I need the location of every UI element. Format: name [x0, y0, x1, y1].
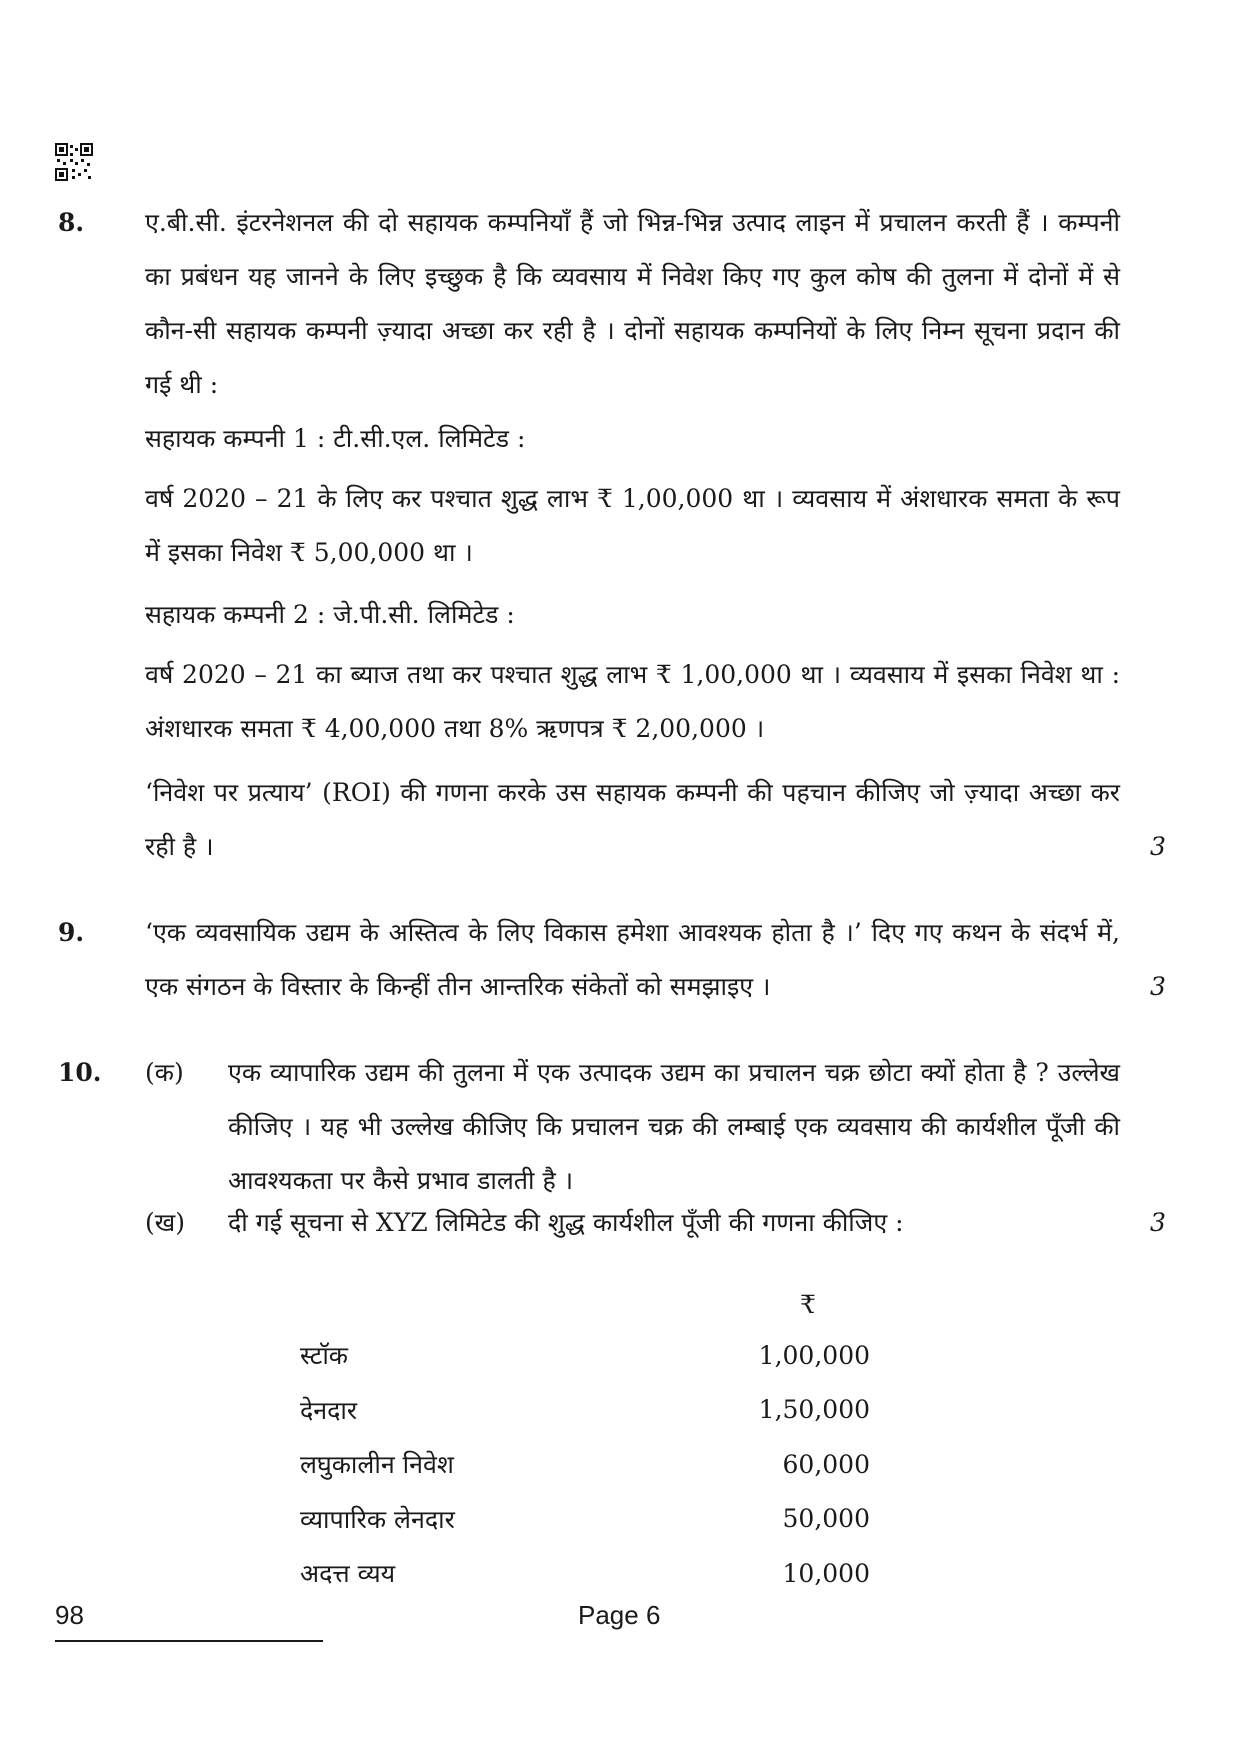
item-amount: 10,000	[782, 1558, 870, 1588]
footer-divider	[55, 1640, 323, 1642]
question-9-marks: 3	[1150, 972, 1166, 1001]
table-row	[300, 1328, 870, 1383]
question-10b-label: (ख)	[145, 1208, 185, 1237]
item-label: लघुकालीन निवेश	[300, 1450, 454, 1480]
question-9-text: ‘एक व्यवसायिक उद्यम के अस्तित्व के लिए विकास हमेशा आवश्यक होता है ।’ दिए गए कथन के संदर्भ में, एक संगठन के विस्तार के किन्हीं तीन आन्तरिक संकेतों को समझाइए ।	[145, 918, 1120, 1001]
question-8-task: ‘निवेश पर प्रत्याय’ (ROI) की गणना करके उस सहायक कम्पनी की पहचान कीजिए जो ज़्यादा अच्छा कर रही है ।	[145, 778, 1120, 861]
table-row	[300, 1437, 870, 1492]
paper-code: 98	[55, 1600, 84, 1630]
item-label: देनदार	[300, 1395, 358, 1425]
item-amount: 50,000	[782, 1504, 870, 1534]
page-number: Page 6	[578, 1600, 661, 1630]
table-row	[300, 1546, 870, 1601]
question-8-intro: ए.बी.सी. इंटरनेशनल की दो सहायक कम्पनियाँ हैं जो भिन्न-भिन्न उत्पाद लाइन में प्रचालन करती हैं । कम्पनी का प्रबंधन यह जानने के लिए इच्छुक है कि व्यवसाय में निवेश किए गए कुल कोष की तुलना में दोनों में से कौन-सी सहायक कम्पनी ज़्यादा अच्छा कर रही है । दोनों सहायक कम्पनियों के लिए निम्न सूचना प्रदान की गई थी :	[145, 208, 1120, 399]
item-label: स्टॉक	[300, 1341, 349, 1371]
subsidiary-2-title: सहायक कम्पनी 2 : जे.पी.सी. लिमिटेड :	[145, 600, 515, 629]
question-8-number: 8.	[58, 208, 85, 237]
question-10a-text: एक व्यापारिक उद्यम की तुलना में एक उत्पादक उद्यम का प्रचालन चक्र छोटा क्यों होता है ? उल्लेख कीजिए । यह भी उल्लेख कीजिए कि प्रचालन चक्र की लम्बाई एक व्यवसाय की कार्यशील पूँजी की आवश्यकता पर कैसे प्रभाव डालती है ।	[228, 1058, 1120, 1195]
working-capital-table	[300, 1328, 870, 1601]
subsidiary-1-details: वर्ष 2020 – 21 के लिए कर पश्चात शुद्ध लाभ ₹ 1,00,000 था । व्यवसाय में अंशधारक समता के रूप में इसका निवेश ₹ 5,00,000 था ।	[145, 484, 1120, 567]
question-10b-text: दी गई सूचना से XYZ लिमिटेड की शुद्ध कार्यशील पूँजी की गणना कीजिए :	[228, 1208, 904, 1237]
question-10-marks: 3	[1150, 1208, 1166, 1237]
item-amount: 1,50,000	[758, 1395, 870, 1425]
table-row	[300, 1492, 870, 1547]
qr-code-icon	[55, 143, 93, 181]
item-amount: 60,000	[782, 1449, 870, 1479]
item-amount: 1,00,000	[758, 1340, 870, 1370]
question-8-marks: 3	[1150, 832, 1166, 861]
item-label: व्यापारिक लेनदार	[300, 1504, 455, 1534]
question-10-number: 10.	[58, 1058, 102, 1087]
question-10a-label: (क)	[145, 1058, 184, 1087]
currency-column-header: ₹	[800, 1290, 816, 1319]
question-9-number: 9.	[58, 918, 85, 947]
table-row	[300, 1383, 870, 1438]
subsidiary-2-details: वर्ष 2020 – 21 का ब्याज तथा कर पश्चात शुद्ध लाभ ₹ 1,00,000 था । व्यवसाय में इसका निवेश था : अंशधारक समता ₹ 4,00,000 तथा 8% ऋणपत्र ₹ 2,00,000 ।	[145, 660, 1120, 743]
item-label: अदत्त व्यय	[300, 1559, 396, 1589]
subsidiary-1-title: सहायक कम्पनी 1 : टी.सी.एल. लिमिटेड :	[145, 424, 526, 453]
